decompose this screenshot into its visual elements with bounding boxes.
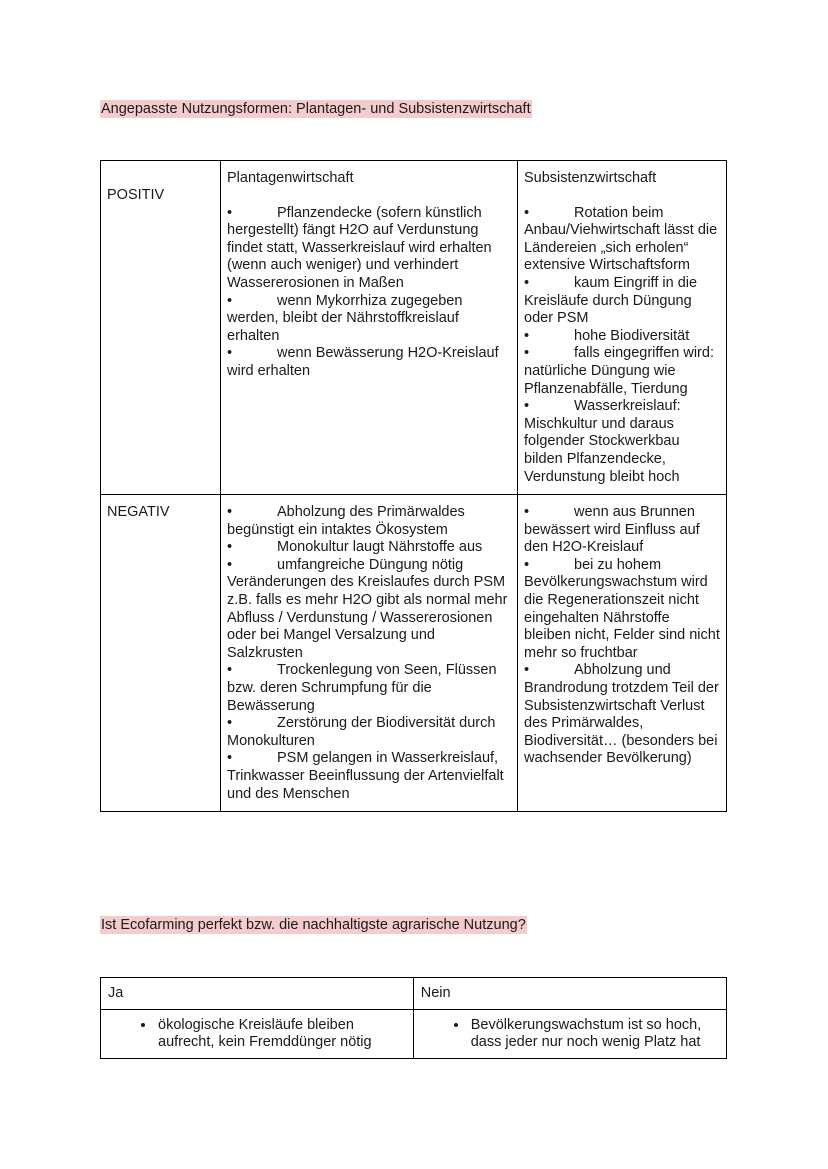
row-label-negativ: NEGATIV	[101, 495, 221, 812]
list-item: • Abholzung und Brandrodung trotzdem Teil der Subsistenzwirtschaft Verlust des Primärwaldes, Biodiversität… (besonders bei wachsender Bevölkerung)	[524, 662, 719, 767]
list-ja	[108, 1017, 407, 1052]
list-item: • PSM gelangen in Wasserkreislauf, Trinkwasser Beeinflussung der Artenvielfalt und des Menschen	[227, 750, 504, 802]
list-item: • Rotation beim Anbau/Viehwirtschaft lässt die Ländereien „sich erholen“ extensive Wirtschaftsform	[524, 204, 718, 274]
column-header-subsistenzwirtschaft: Subsistenzwirtschaft	[524, 170, 657, 186]
column-header-ja: Ja	[101, 978, 414, 1010]
comparison-table-plantage-subsistenz	[100, 160, 727, 812]
list-item: • Pflanzendecke (sofern künstlich hergestellt) fängt H2O auf Verdunstung findet statt, Wasserkreislauf wird erhalten (wenn auch weniger) und verhindert Wassererosionen in Maßen	[227, 204, 492, 291]
column-header-nein: Nein	[413, 978, 726, 1010]
list-item: • Trockenlegung von Seen, Flüssen bzw. deren Schrumpfung für die Bewässerung	[227, 662, 497, 714]
list-item: • umfangreiche Düngung nötig Veränderungen des Kreislaufes durch PSM z.B. falls es mehr H2O gibt als normal mehr Abfluss / Verdunstung / Wassererosionen oder bei Mangel Versalzung und Salzkrusten	[227, 556, 508, 661]
list-item: • wenn aus Brunnen bewässert wird Einfluss auf den H2O-Kreislauf	[524, 504, 700, 556]
list-item: • bei zu hohem Bevölkerungswachstum wird die Regenerationszeit nicht eingehalten Nährstoffe bleiben nicht, Felder sind nicht mehr so fruchtbar	[524, 556, 720, 661]
list-item: • ökologische Kreisläufe bleiben aufrecht, kein Fremddünger nötig	[156, 1017, 407, 1052]
list-item: • Monokultur laugt Nährstoffe aus	[227, 539, 483, 556]
cell-ja	[101, 1009, 414, 1058]
list-item: • hohe Biodiversität	[524, 327, 690, 344]
table-row-positiv	[101, 161, 727, 495]
column-header-plantagenwirtschaft: Plantagenwirtschaft	[227, 170, 354, 186]
cell-nein	[413, 1009, 726, 1058]
ecofarming-table	[100, 977, 727, 1059]
table-row-negativ	[101, 495, 727, 812]
list-item: • falls eingegriffen wird: natürliche Düngung wie Pflanzenabfälle, Tierdung	[524, 345, 714, 397]
list-item: • Abholzung des Primärwaldes begünstigt ein intaktes Ökosystem	[227, 504, 465, 538]
row-label-positiv: POSITIV	[101, 161, 221, 495]
cell-positiv-plantagenwirtschaft	[221, 161, 518, 495]
list-item: • wenn Bewässerung H2O-Kreislauf wird erhalten	[227, 345, 499, 379]
table-row	[101, 1009, 727, 1058]
list-item: • Bevölkerungswachstum ist so hoch, dass jeder nur noch wenig Platz hat	[469, 1017, 720, 1052]
list-item: • Zerstörung der Biodiversität durch Monokulturen	[227, 715, 496, 749]
cell-negativ-subsistenzwirtschaft	[518, 495, 727, 812]
list-item: • Wasserkreislauf: Mischkultur und daraus folgender Stockwerkbau bilden Plfanzendecke, Verdunstung bleibt hoch	[524, 398, 681, 485]
section-heading-nutzungsformen: Angepasste Nutzungsformen: Plantagen- und Subsistenzwirtschaft	[101, 101, 531, 117]
list-item: • wenn Mykorrhiza zugegeben werden, bleibt der Nährstoffkreislauf erhalten	[227, 292, 463, 344]
section-heading-ecofarming: Ist Ecofarming perfekt bzw. die nachhaltigste agrarische Nutzung?	[101, 917, 526, 933]
table-header-row	[101, 978, 727, 1010]
cell-positiv-subsistenzwirtschaft	[518, 161, 727, 495]
list-nein	[421, 1017, 720, 1052]
list-item: • kaum Eingriff in die Kreisläufe durch Düngung oder PSM	[524, 274, 698, 327]
cell-negativ-plantagenwirtschaft	[221, 495, 518, 812]
